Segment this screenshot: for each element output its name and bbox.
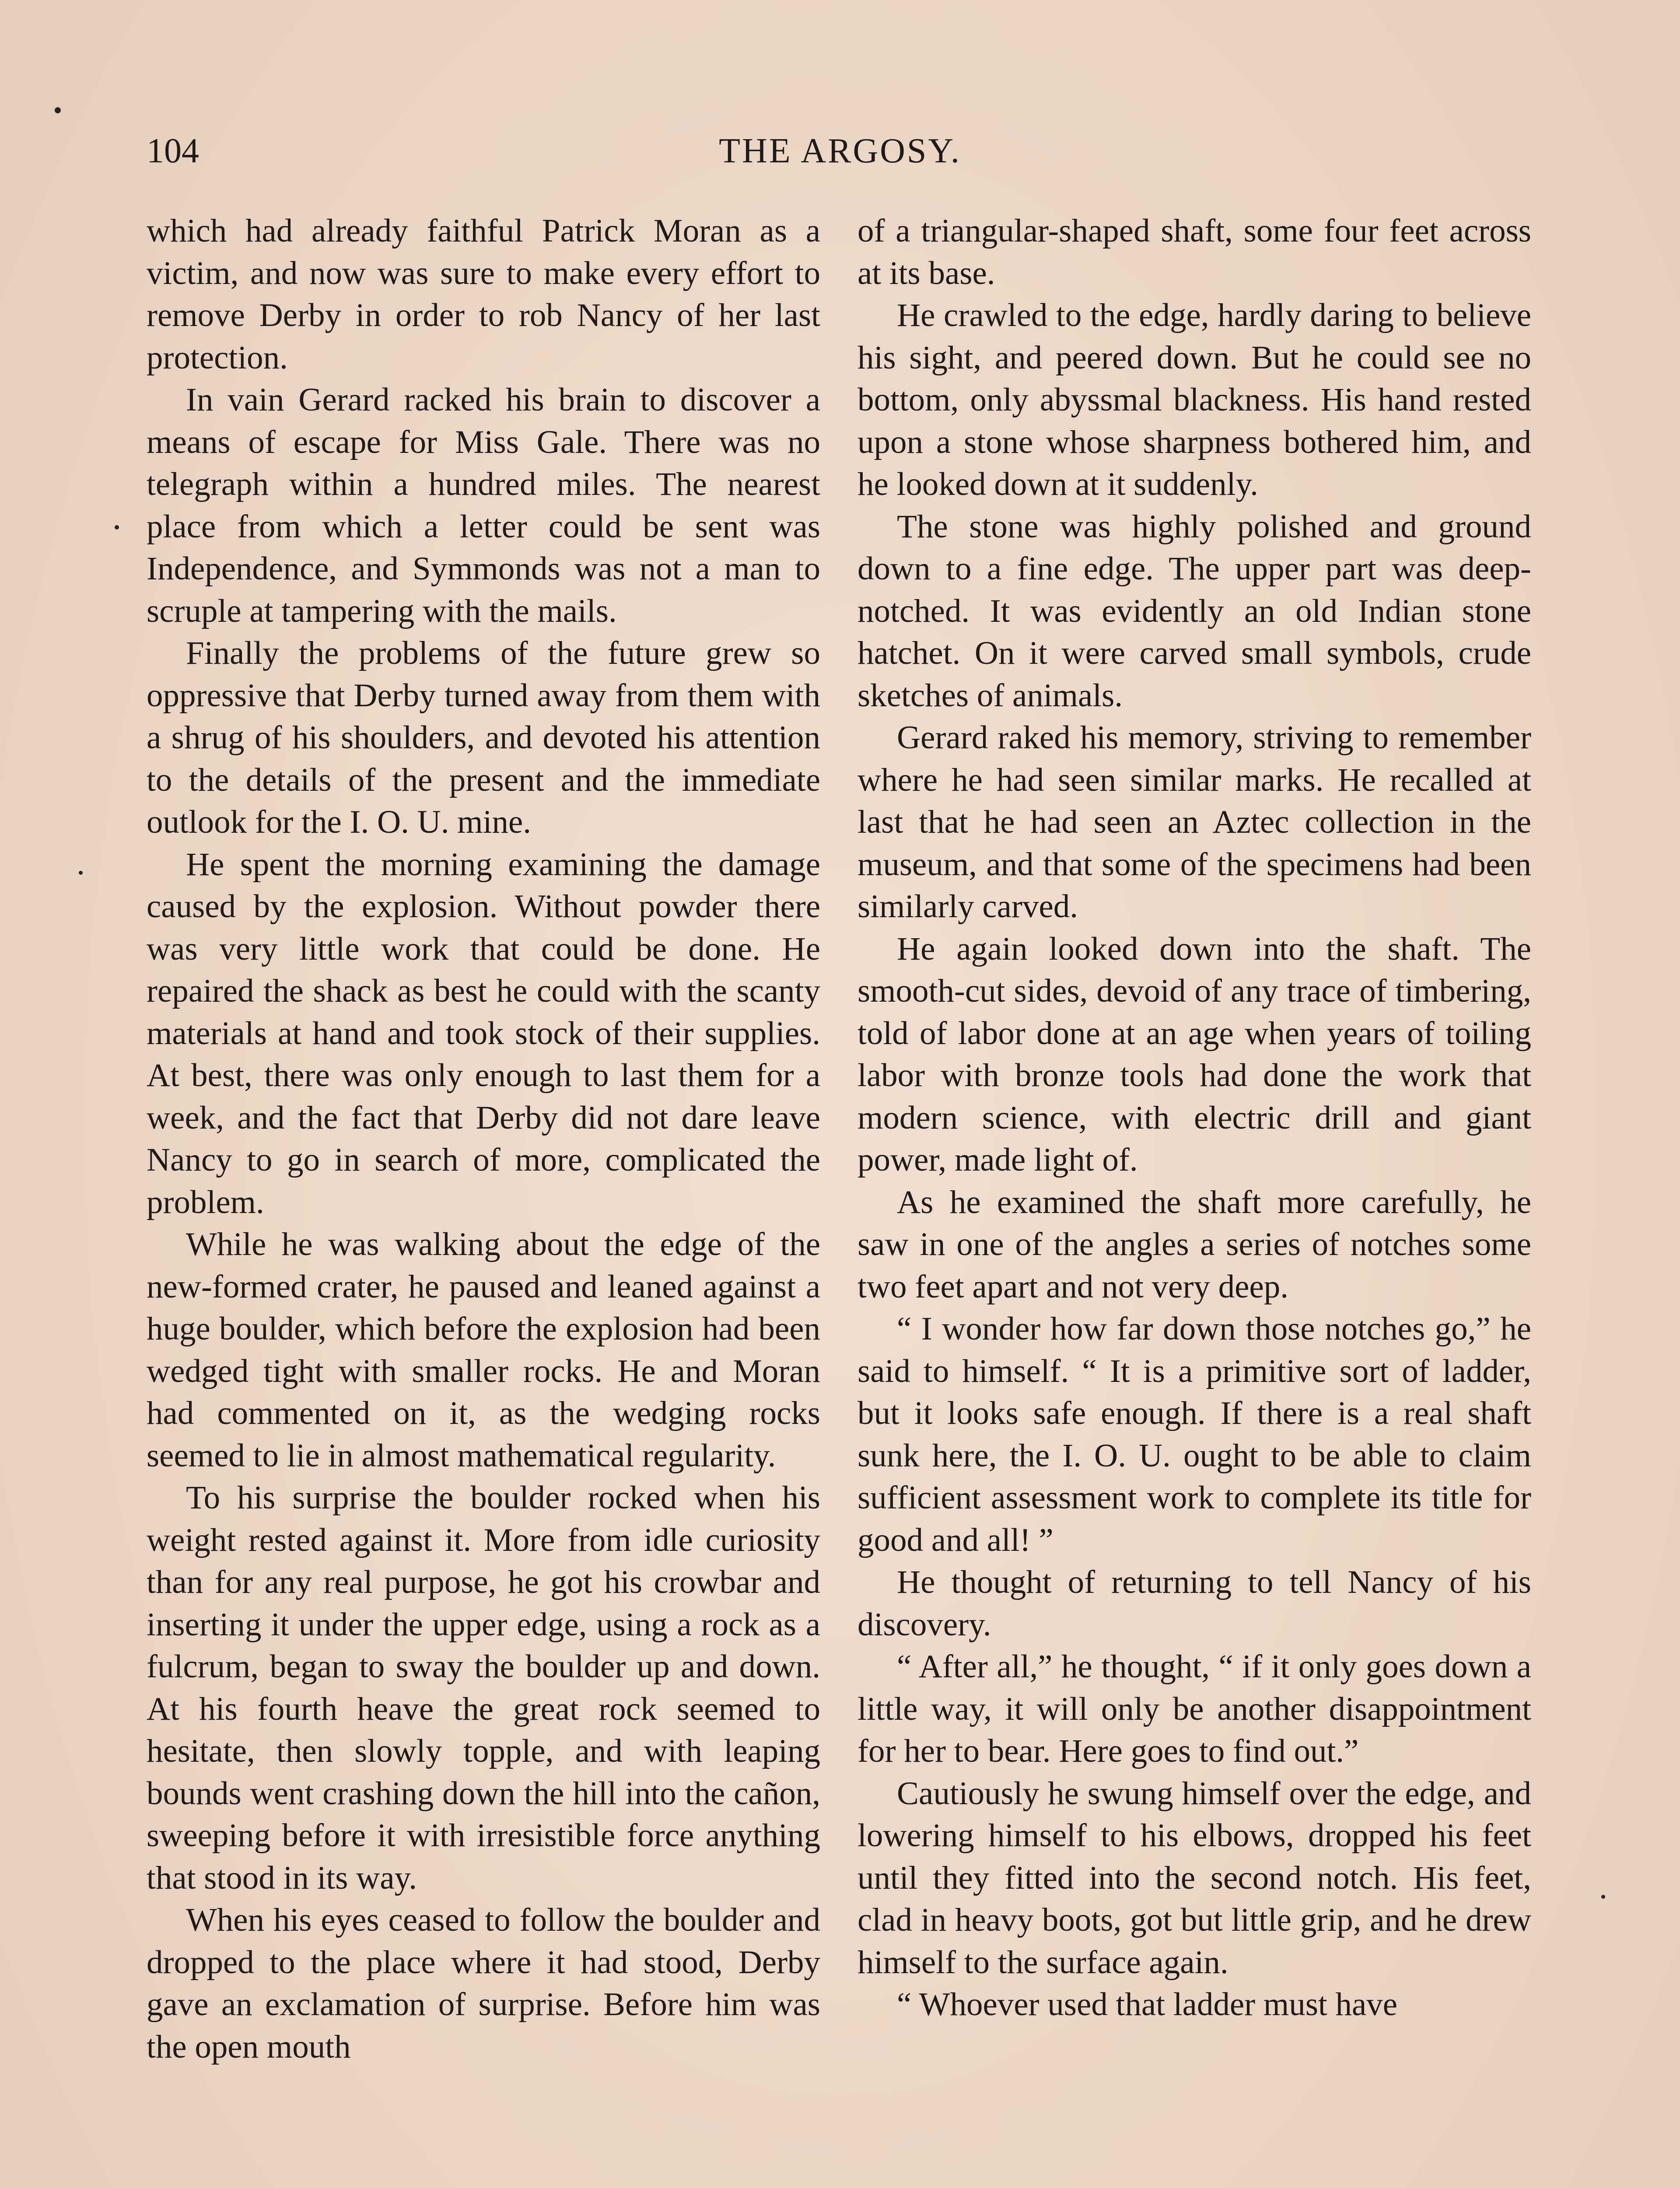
paragraph: When his eyes ceased to follow the boulder and dropped to the place where it had stood, Derby gave an exclamation of surprise. Before him was the open mouth [147, 1902, 820, 2065]
paragraph: In vain Gerard racked his brain to discover a means of escape for Miss Gale. There was no telegraph within a hundred miles. The nearest place from which a letter could be sent was Independence, and Symmonds was not a man to scruple at tampering with the mails. [147, 382, 820, 629]
page-header [147, 127, 1533, 175]
paper-speck [1601, 1895, 1605, 1899]
page-number: 104 [147, 132, 199, 170]
paragraph: Gerard raked his memory, striving to remember where he had seen similar marks. He recalled at last that he had seen an Aztec collection in the museum, and that some of the specimens had been similarly carved. [858, 719, 1531, 925]
paragraph: Finally the problems of the future grew so oppressive that Derby turned away from them with a shrug of his shoulders, and devoted his attention to the details of the present and the immediate outlook for the I. O. U. mine. [147, 635, 820, 840]
paragraph: While he was walking about the edge of the new-formed crater, he paused and leaned against a huge boulder, which before the explosion had been wedged tight with smaller rocks. He and Moran had commented on it, as the wedging rocks seemed to lie in almost mathematical regularity. [147, 1226, 820, 1474]
paragraph: Cautiously he swung himself over the edge, and lowering himself to his elbows, dropped his feet until they fitted into the second notch. His feet, clad in heavy boots, got but little grip, and he drew himself to the surface again. [858, 1775, 1531, 1981]
paper-speck [55, 107, 61, 113]
paragraph: He crawled to the edge, hardly daring to believe his sight, and peered down. But he could see no bottom, only abyssmal blackness. His hand rested upon a stone whose sharpness bothered him, and he looked down at it suddenly. [858, 297, 1531, 502]
right-column [858, 210, 1531, 2026]
paragraph: He again looked down into the shaft. The smooth-cut sides, devoid of any trace of timbering, told of labor done at an age when years of toiling labor with bronze tools had done the work that modern science, with electric drill and giant power, made light of. [858, 930, 1531, 1178]
paragraph: which had already faithful Patrick Moran as a victim, and now was sure to make every effort to remove Derby in order to rob Nancy of her last protection. [147, 213, 820, 376]
paragraph: To his surprise the boulder rocked when his weight rested against it. More from idle curiosity than for any real purpose, he got his crowbar and inserting it under the upper edge, using a rock as a fulcrum, began to sway the boulder up and down. At his fourth heave the great rock seemed to hesitate, then slowly topple, and with leaping bounds went crashing down the hill into the cañon, sweeping before it with irresistible force anything that stood in its way. [147, 1480, 820, 1896]
left-column [147, 210, 820, 2068]
running-title: THE ARGOSY. [719, 132, 961, 170]
paragraph: “ Whoever used that ladder must have [897, 1986, 1398, 2023]
paragraph: He thought of returning to tell Nancy of his discovery. [858, 1564, 1531, 1643]
paragraph: “ After all,” he thought, “ if it only goes down a little way, it will only be another disappointment for her to bear. Here goes to find out.” [858, 1648, 1531, 1769]
paragraph: “ I wonder how far down those notches go,” he said to himself. “ It is a primitive sort of ladder, but it looks safe enough. If there is a real shaft sunk here, the I. O. U. ought to be able to claim sufficient assessment work to complete its title for good and all! ” [858, 1311, 1531, 1558]
paragraph: of a triangular-shaped shaft, some four feet across at its base. [858, 213, 1531, 291]
paper-speck [115, 525, 119, 529]
paragraph: He spent the morning examining the damage caused by the explosion. Without powder there was very little work that could be done. He repaired the shack as best he could with the scanty materials at hand and took stock of their supplies. At best, there was only enough to last them for a week, and the fact that Derby did not dare leave Nancy to go in search of more, complicated the problem. [147, 846, 820, 1220]
paragraph: The stone was highly polished and ground down to a fine edge. The upper part was deep-notched. It was evidently an old Indian stone hatchet. On it were carved small symbols, crude sketches of animals. [858, 508, 1531, 714]
paper-speck [79, 871, 83, 875]
paragraph: As he examined the shaft more carefully, he saw in one of the angles a series of notches some two feet apart and not very deep. [858, 1184, 1531, 1305]
